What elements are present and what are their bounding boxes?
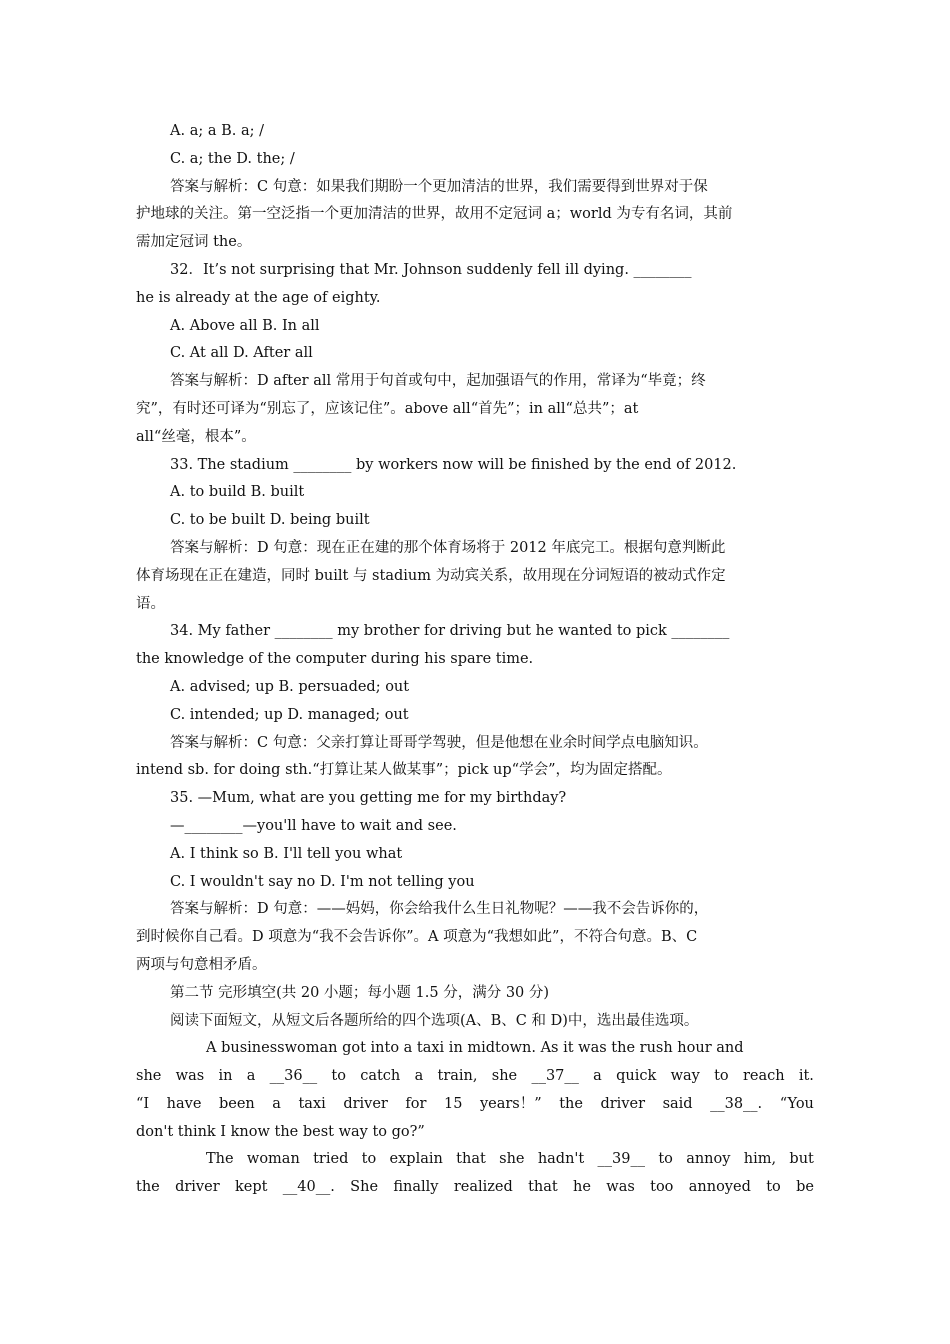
text-line: intend sb. for doing sth.“打算让某人做某事”；pick up“学会”，均为固定搭配。 [136,762,672,779]
text-line: all“丝毫，根本”。 [136,428,256,445]
cloze-word: years！” [479,1095,542,1112]
text-line: C. to be built D. being built [170,512,370,529]
text-line: 究”，有时还可译为“别忘了，应该记住”。above all“首先”；in all“总共”；at [136,400,639,417]
text-line: 语。 [136,595,165,612]
cloze-word: she [499,1151,525,1168]
cloze-word: too [650,1179,674,1196]
text-line: 答案与解析：D 句意：现在正在建的那个体育场将于 2012 年底完工。根据句意判断此 [170,539,726,556]
text-line: 33. The stadium ________ by workers now will be finished by the end of 2012. [170,456,737,473]
text-line: 答案与解析：D 句意：——妈妈，你会给我什么生日礼物呢？——我不会告诉你的， [170,901,709,918]
cloze-blank: __39__ [597,1151,645,1168]
text-line: 35. —Mum, what are you getting me for my birthday? [170,790,567,807]
cloze-word: quick [616,1068,657,1085]
text-line: A businesswoman got into a taxi in midtown. As it was the rush hour and [206,1040,744,1057]
cloze-line [136,1146,814,1174]
cloze-blank: __37__ [531,1068,579,1085]
cloze-word: that [528,1179,558,1196]
cloze-word: she [136,1068,162,1085]
cloze-word: but [789,1151,814,1168]
cloze-line: don't think I know the best way to go?” [136,1123,425,1140]
cloze-line [136,1063,814,1091]
cloze-word: realized [453,1179,513,1196]
text-line: he is already at the age of eighty. [136,289,381,306]
text-line: 答案与解析：D after all 常用于句首或句中，起加强语气的作用，常译为“毕竟；终 [170,373,706,390]
text-body [136,118,814,1063]
cloze-word: explain [389,1151,443,1168]
cloze-word: woman [246,1151,300,1168]
cloze-word: reach [742,1068,785,1085]
cloze-word: “You [779,1095,814,1112]
cloze-word: that [456,1151,486,1168]
text-line: the knowledge of the computer during his spare time. [136,651,534,668]
text-line: —________—you'll have to wait and see. [170,817,457,834]
cloze-word: She [350,1179,379,1196]
cloze-word: it. [798,1068,814,1085]
cloze-blank: __40__. [282,1179,335,1196]
cloze-word: the [136,1179,160,1196]
cloze-word: was [606,1179,635,1196]
cloze-word: tried [313,1151,349,1168]
cloze-word: a [593,1068,602,1085]
text-line: C. At all D. After all [170,345,313,362]
text-line: 答案与解析：C 句意：如果我们期盼一个更加清洁的世界，我们需要得到世界对于保 [170,178,708,195]
cloze-word: driver [600,1095,646,1112]
cloze-word: “I [136,1095,150,1112]
text-line: 两项与句意相矛盾。 [136,956,267,973]
cloze-word: to [361,1151,377,1168]
cloze-blank: __36__ [269,1068,318,1085]
cloze-word: be [796,1179,814,1196]
cloze-word: him, [743,1151,777,1168]
text-line: 第二节 完形填空(共 20 小题；每小题 1.5 分，满分 30 分) [170,984,550,1001]
cloze-word: finally [393,1179,439,1196]
cloze-word: he [573,1179,591,1196]
cloze-word: to [766,1179,781,1196]
text-line: A. to build B. built [170,484,305,501]
cloze-word: said [662,1095,693,1112]
text-line: A. advised; up B. persuaded; out [170,678,410,695]
cloze-word: to [331,1068,346,1085]
text-line: A. Above all B. In all [170,317,320,334]
cloze-word: kept [234,1179,268,1196]
cloze-word: driver [175,1179,220,1196]
text-line: C. I wouldn't say no D. I'm not telling you [170,873,475,890]
text-line: 阅读下面短文，从短文后各题所给的四个选项(A、B、C 和 D)中，选出最佳选项。 [170,1012,699,1029]
cloze-passage [136,1063,814,1202]
cloze-word: for [405,1095,427,1112]
text-line: A. I think so B. I'll tell you what [170,845,403,862]
cloze-word: to [658,1151,673,1168]
cloze-line [136,1091,814,1119]
cloze-word: to [714,1068,729,1085]
text-line: A. a; a B. a; / [170,123,264,139]
cloze-word: she [491,1068,518,1085]
text-line: C. a; the D. the; / [170,150,295,167]
cloze-word: driver [343,1095,388,1112]
cloze-word: was [175,1068,205,1085]
cloze-word: a [246,1068,256,1085]
cloze-word: hadn't [537,1151,585,1168]
text-line: 护地球的关注。第一空泛指一个更加清洁的世界，故用不定冠词 a；world 为专有名词，其前 [136,206,733,223]
text-line: 体育场现在正在建造，同时 built 与 stadium 为动宾关系，故用现在分词短语的被动式作定 [136,567,726,584]
cloze-line [136,1174,814,1202]
cloze-blank: __38__. [710,1095,763,1112]
text-line: 34. My father ________ my brother for driving but he wanted to pick ________ [170,623,730,640]
cloze-word: annoyed [688,1179,751,1196]
text-line: 需加定冠词 the。 [136,234,252,251]
cloze-word: a [272,1095,281,1112]
cloze-word: a [414,1068,424,1085]
cloze-word: annoy [686,1151,731,1168]
cloze-word: The [206,1151,234,1168]
cloze-word: 15 [443,1095,463,1112]
cloze-word: have [166,1095,202,1112]
text-line: 32．It’s not surprising that Mr. Johnson suddenly fell ill dying. ________ [170,261,692,278]
cloze-word: way [670,1068,700,1085]
cloze-word: train, [437,1068,478,1085]
cloze-word: the [559,1095,583,1112]
text-line: 到时候你自己看。D 项意为“我不会告诉你”。A 项意为“我想如此”，不符合句意。B、C [136,929,698,946]
text-line: 答案与解析：C 句意：父亲打算让哥哥学驾驶，但是他想在业余时间学点电脑知识。 [170,734,708,751]
cloze-word: taxi [298,1095,326,1112]
text-line: C. intended; up D. managed; out [170,706,409,723]
cloze-word: in [218,1068,233,1085]
cloze-word: been [218,1095,255,1112]
cloze-word: catch [360,1068,401,1085]
